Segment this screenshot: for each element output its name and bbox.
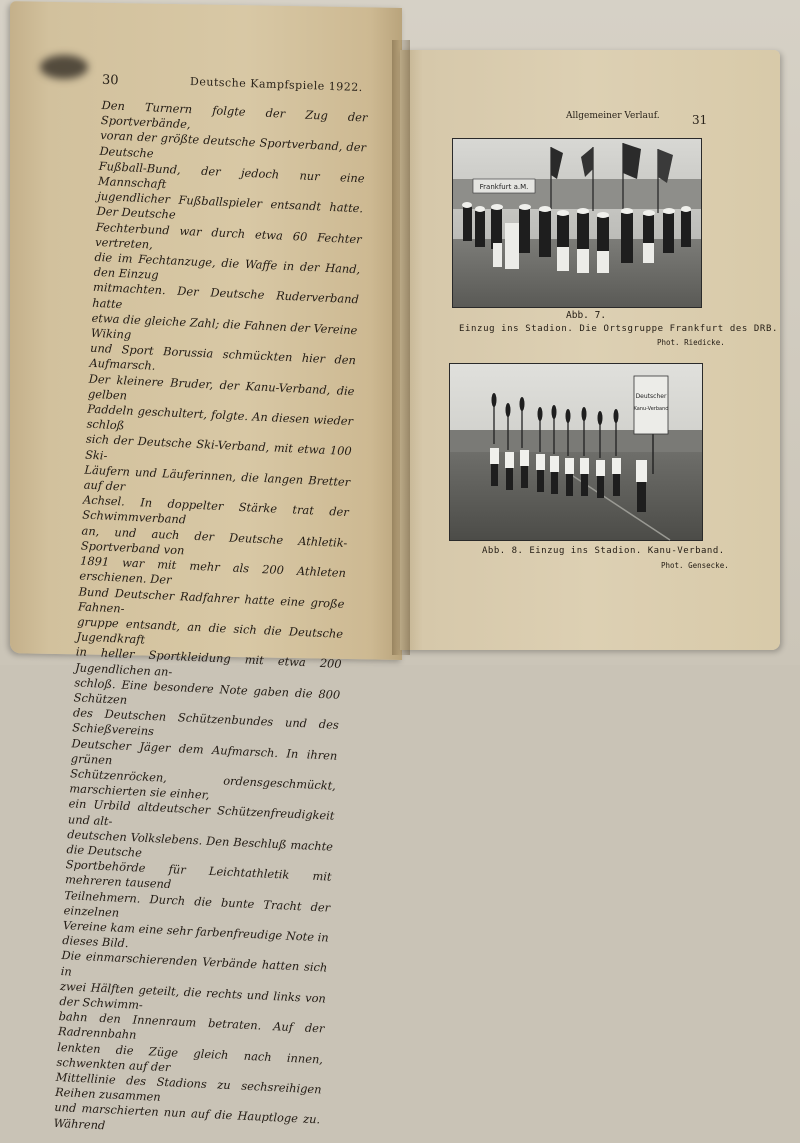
body-line: an, und auch der Deutsche Athletik-Sportverband von (80, 523, 348, 558)
body-line: gruppe entsandt, an die sich die Deutsche Jugendkraft (76, 614, 344, 647)
figure-2-sign-line-2: Kanu-Verband (633, 406, 669, 412)
body-line: und Sport Borussia schmückten hier den Aufmarsch. (89, 340, 357, 374)
body-line: Mittellinie des Stadions zu sechsreihigen Reihen zusammen (54, 1069, 322, 1105)
figure-2-photo (449, 363, 703, 541)
book-gutter (392, 40, 410, 655)
body-line: ein Urbild altdeutscher Schützenfreudigkeit und alt- (67, 796, 335, 828)
body-line: Teilnehmern. Durch die bunte Tracht der einzelnen (63, 887, 331, 920)
body-line: schloß. Eine besondere Note gaben die 800 Schützen (73, 675, 341, 707)
left-page-number: 30 (101, 72, 119, 89)
body-line: jugendlicher Fußballspieler entsandt hatte. Der Deutsche (96, 189, 364, 223)
body-line: in heller Sportkleidung mit etwa 200 Jugendlichen an- (74, 644, 342, 679)
figure-1-banner-text: Frankfurt a.M. (479, 183, 529, 191)
right-page-number: 31 (692, 113, 708, 127)
left-running-head: Deutsche Kampfspiele 1922. (189, 74, 363, 95)
body-line: Achsel. In doppelter Stärke trat der Schwimmverband (82, 492, 350, 527)
body-line: Fechterbund war durch etwa 60 Fechter vertreten, (94, 219, 362, 252)
body-line: Die einmarschierenden Verbände hatten sich in (60, 948, 328, 979)
body-line: die im Fechtanzuge, die Waffe in der Hand, den Einzug (93, 249, 361, 283)
body-line: des Deutschen Schützenbundes und des Schießvereins (71, 705, 340, 739)
body-line: etwa die gleiche Zahl; die Fahnen der Vereine Wiking (90, 310, 358, 342)
figure-2-caption: Abb. 8. Einzug ins Stadion. Kanu-Verband. (482, 546, 725, 556)
figure-1-credit: Phot. Riedicke. (657, 338, 725, 347)
figure-2-sign-line-1: Deutscher (635, 393, 667, 400)
body-line: Läufern und Läuferinnen, die langen Bretter auf der (83, 462, 351, 494)
figure-1-caption: Einzug ins Stadion. Die Ortsgruppe Frankfurt des DRB. (459, 324, 778, 334)
ink-stain (40, 55, 88, 79)
left-page-body (53, 98, 367, 1143)
body-line: und marschierten nun auf die Hauptloge zu. Während (53, 1100, 321, 1132)
body-line: 1891 war mit mehr als 200 Athleten erschienen. Der (79, 553, 347, 588)
figure-2-credit: Phot. Gensecke. (661, 561, 729, 570)
right-running-head: Allgemeiner Verlauf. (566, 111, 660, 121)
body-line: mitmachten. Der Deutsche Ruderverband hatte (92, 280, 360, 311)
body-line: bahn den Innenraum betraten. Auf der Radrennbahn (57, 1009, 325, 1043)
body-line: Deutscher Jäger dem Aufmarsch. In ihren grünen (70, 735, 338, 767)
body-line: deutschen Volkslebens. Den Beschluß machte die Deutsche (66, 826, 334, 860)
body-line: Den Turnern folgte der Zug der Sportverbände, (100, 98, 368, 132)
body-line: sich der Deutsche Ski-Verband, mit etwa 100 Ski- (84, 432, 352, 463)
body-line: Paddeln geschultert, folgte. An diesen wieder schloß (86, 401, 354, 433)
figure-1-photo (452, 138, 702, 308)
body-line: zwei Hälften geteilt, die rechts und links von der Schwimm- (59, 978, 327, 1012)
body-line: lenkten die Züge gleich nach innen, schwenkten auf der (56, 1039, 324, 1075)
body-line: voran der größte deutsche Sportverband, der Deutsche (99, 128, 367, 161)
body-line: Bund Deutscher Radfahrer hatte eine große Fahnen- (77, 583, 345, 616)
body-line: Vereine kam eine sehr farbenfreudige Note in dieses Bild. (61, 918, 330, 951)
figure-1-label: Abb. 7. (566, 310, 607, 321)
body-line: Der kleinere Bruder, der Kanu-Verband, die gelben (87, 371, 355, 403)
body-line: Sportbehörde für Leichtathletik mit mehreren tausend (64, 857, 332, 892)
body-line: Fußball-Bund, der jedoch nur eine Mannschaft (97, 158, 365, 192)
body-line: Schützenröcken, ordensgeschmückt, marschierten sie einher, (69, 766, 337, 802)
